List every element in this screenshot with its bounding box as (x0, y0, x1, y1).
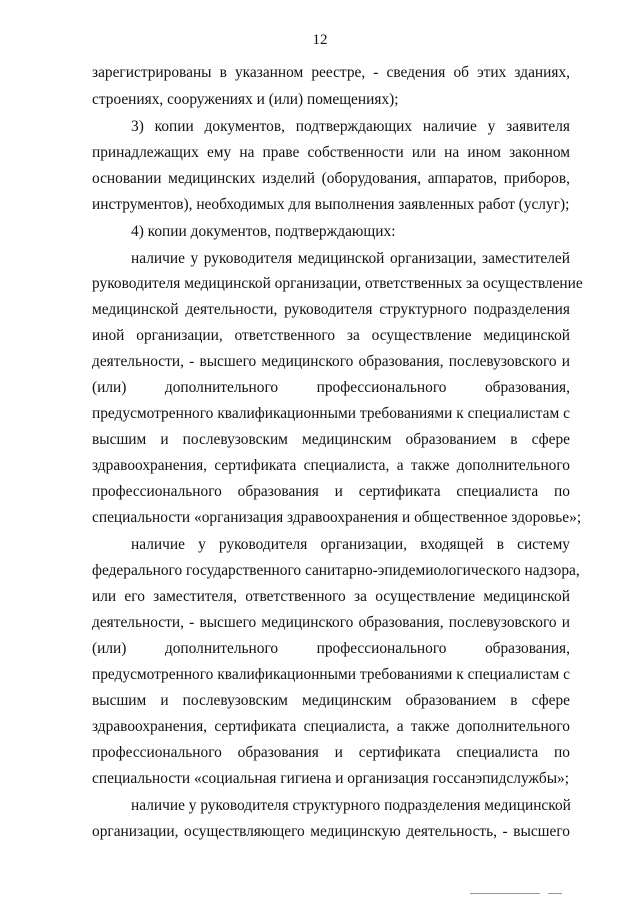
text-line: 4) копии документов, подтверждающих: (131, 223, 396, 240)
text-line: высшим и послевузовским медицинским образованием в сфере (92, 431, 570, 448)
text-line: наличие у руководителя организации, входящей в систему (131, 536, 570, 553)
text-line: специальности «социальная гигиена и организация госсанэпидслужбы»; (92, 770, 570, 787)
text-line: иной организации, ответственного за осуществление медицинской (92, 327, 570, 344)
text-line: здравоохранения, сертификата специалиста, а также дополнительного (92, 718, 570, 735)
scan-edge-mark (548, 893, 562, 894)
text-line: профессионального образования и сертификата специалиста по (92, 744, 570, 761)
text-line: здравоохранения, сертификата специалиста, а также дополнительного (92, 457, 570, 474)
text-line: принадлежащих ему на праве собственности или на ином законном (92, 144, 570, 161)
text-line: строениях, сооружениях и (или) помещениях); (92, 91, 399, 108)
text-line: федерального государственного санитарно-эпидемиологического надзора, (92, 562, 580, 579)
page-number: 12 (312, 32, 328, 48)
text-line: или его заместителя, ответственного за осуществление медицинской (92, 588, 570, 605)
scan-edge-mark (470, 893, 540, 894)
text-line: медицинской деятельности, руководителя структурного подразделения (92, 301, 570, 318)
text-line: специальности «организация здравоохранения и общественное здоровье»; (92, 509, 582, 526)
text-line: инструментов), необходимых для выполнения заявленных работ (услуг); (92, 196, 570, 213)
text-line: профессионального образования и сертификата специалиста по (92, 483, 570, 500)
text-line: организации, осуществляющего медицинскую деятельность, - высшего (92, 823, 570, 840)
text-line: (или) дополнительного профессионального образования, (92, 640, 570, 657)
text-line: деятельности, - высшего медицинского образования, послевузовского и (92, 353, 570, 370)
text-line: высшим и послевузовским медицинским образованием в сфере (92, 692, 570, 709)
text-line: предусмотренного квалификационными требованиями к специалистам с (92, 405, 570, 422)
text-line: основании медицинских изделий (оборудования, аппаратов, приборов, (92, 170, 570, 187)
text-line: деятельности, - высшего медицинского образования, послевузовского и (92, 614, 570, 631)
text-line: предусмотренного квалификационными требованиями к специалистам с (92, 666, 570, 683)
text-line: (или) дополнительного профессионального образования, (92, 379, 570, 396)
text-line: 3) копии документов, подтверждающих наличие у заявителя (131, 118, 570, 135)
text-line: наличие у руководителя медицинской организации, заместителей (131, 250, 570, 267)
text-line: руководителя медицинской организации, ответственных за осуществление (92, 275, 583, 292)
text-line: наличие у руководителя структурного подразделения медицинской (131, 797, 571, 814)
text-line: зарегистрированы в указанном реестре, - сведения об этих зданиях, (92, 64, 570, 81)
